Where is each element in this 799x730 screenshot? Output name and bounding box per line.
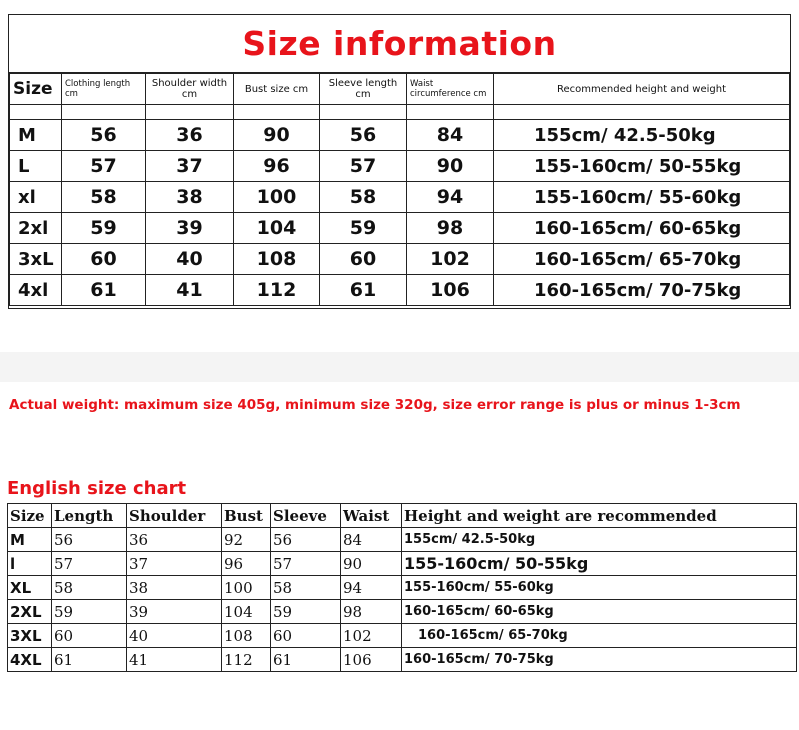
sleeve-cell: 57 [320, 151, 407, 182]
header-bust: Bust [222, 504, 271, 528]
shoulder-cell: 40 [146, 244, 234, 275]
recommended-cell: 155cm/ 42.5-50kg [402, 528, 797, 552]
recommended-cell: 160-165cm/ 65-70kg [402, 624, 797, 648]
length-cell: 57 [52, 552, 127, 576]
spacer-row [10, 105, 790, 120]
shoulder-cell: 37 [146, 151, 234, 182]
length-cell: 58 [52, 576, 127, 600]
header-shoulder: Shoulder [127, 504, 222, 528]
shoulder-cell: 36 [146, 120, 234, 151]
sleeve-cell: 59 [320, 213, 407, 244]
divider-band [0, 352, 799, 382]
sleeve-cell: 61 [271, 648, 341, 672]
recommended-cell: 160-165cm/ 65-70kg [494, 244, 790, 275]
length-cell: 60 [52, 624, 127, 648]
header-shoulder: Shoulder width cm [146, 74, 234, 105]
header-sleeve: Sleeve [271, 504, 341, 528]
waist-cell: 84 [407, 120, 494, 151]
bust-cell: 96 [222, 552, 271, 576]
bust-cell: 104 [234, 213, 320, 244]
table-row [10, 182, 790, 213]
sleeve-cell: 58 [320, 182, 407, 213]
table-row [10, 244, 790, 275]
waist-cell: 94 [407, 182, 494, 213]
sleeve-cell: 56 [320, 120, 407, 151]
size-cell: XL [8, 576, 52, 600]
length-cell: 60 [62, 244, 146, 275]
header-waist: Waist [341, 504, 402, 528]
size-cell: xl [10, 182, 62, 213]
recommended-cell: 155-160cm/ 50-55kg [494, 151, 790, 182]
sleeve-cell: 58 [271, 576, 341, 600]
waist-cell: 98 [407, 213, 494, 244]
length-cell: 56 [62, 120, 146, 151]
table-row [8, 576, 797, 600]
recommended-cell: 160-165cm/ 60-65kg [402, 600, 797, 624]
bust-cell: 108 [234, 244, 320, 275]
english-chart-title: English size chart [7, 478, 187, 499]
bust-cell: 96 [234, 151, 320, 182]
shoulder-cell: 39 [127, 600, 222, 624]
bust-cell: 112 [234, 275, 320, 306]
english-size-table [7, 503, 797, 672]
size-information-chart [8, 14, 791, 309]
table-row [10, 120, 790, 151]
shoulder-cell: 39 [146, 213, 234, 244]
size-cell: 3XL [8, 624, 52, 648]
sleeve-cell: 61 [320, 275, 407, 306]
shoulder-cell: 36 [127, 528, 222, 552]
size-cell: 4XL [8, 648, 52, 672]
recommended-cell: 155-160cm/ 50-55kg [402, 552, 797, 576]
length-cell: 58 [62, 182, 146, 213]
sleeve-cell: 57 [271, 552, 341, 576]
length-cell: 61 [52, 648, 127, 672]
length-cell: 61 [62, 275, 146, 306]
header-length: Length [52, 504, 127, 528]
shoulder-cell: 37 [127, 552, 222, 576]
bust-cell: 100 [222, 576, 271, 600]
waist-cell: 102 [407, 244, 494, 275]
shoulder-cell: 41 [146, 275, 234, 306]
table-row [8, 600, 797, 624]
header-waist: Waist circumference cm [407, 74, 494, 105]
recommended-cell: 160-165cm/ 60-65kg [494, 213, 790, 244]
shoulder-cell: 41 [127, 648, 222, 672]
waist-cell: 84 [341, 528, 402, 552]
length-cell: 59 [52, 600, 127, 624]
length-cell: 59 [62, 213, 146, 244]
header-recommended: Recommended height and weight [494, 74, 790, 105]
table-row [8, 648, 797, 672]
table-row [10, 275, 790, 306]
sleeve-cell: 60 [320, 244, 407, 275]
sleeve-cell: 60 [271, 624, 341, 648]
waist-cell: 106 [341, 648, 402, 672]
shoulder-cell: 38 [146, 182, 234, 213]
length-cell: 56 [52, 528, 127, 552]
waist-cell: 106 [407, 275, 494, 306]
size-cell: l [8, 552, 52, 576]
shoulder-cell: 40 [127, 624, 222, 648]
bust-cell: 112 [222, 648, 271, 672]
chart-title: Size information [9, 15, 790, 73]
header-length: Clothing length cm [62, 74, 146, 105]
waist-cell: 94 [341, 576, 402, 600]
size-cell: 4xl [10, 275, 62, 306]
bust-cell: 104 [222, 600, 271, 624]
size-cell: 2xl [10, 213, 62, 244]
header-size: Size [8, 504, 52, 528]
size-cell: 2XL [8, 600, 52, 624]
bust-cell: 92 [222, 528, 271, 552]
weight-note: Actual weight: maximum size 405g, minimum size 320g, size error range is plus or minus 1-3cm [9, 397, 741, 413]
waist-cell: 90 [341, 552, 402, 576]
table-row [10, 151, 790, 182]
waist-cell: 90 [407, 151, 494, 182]
size-cell: M [8, 528, 52, 552]
sleeve-cell: 56 [271, 528, 341, 552]
recommended-cell: 155cm/ 42.5-50kg [494, 120, 790, 151]
size-table [9, 73, 790, 306]
header-recommended: Height and weight are recommended [402, 504, 797, 528]
waist-cell: 102 [341, 624, 402, 648]
bust-cell: 108 [222, 624, 271, 648]
table-row [8, 552, 797, 576]
table-row [8, 624, 797, 648]
waist-cell: 98 [341, 600, 402, 624]
length-cell: 57 [62, 151, 146, 182]
recommended-cell: 160-165cm/ 70-75kg [494, 275, 790, 306]
bust-cell: 100 [234, 182, 320, 213]
bust-cell: 90 [234, 120, 320, 151]
header-sleeve: Sleeve length cm [320, 74, 407, 105]
header-size: Size [10, 74, 62, 105]
recommended-cell: 160-165cm/ 70-75kg [402, 648, 797, 672]
recommended-cell: 155-160cm/ 55-60kg [494, 182, 790, 213]
table-header-row [10, 74, 790, 105]
size-cell: 3xL [10, 244, 62, 275]
table-row [10, 213, 790, 244]
table-row [8, 528, 797, 552]
header-bust: Bust size cm [234, 74, 320, 105]
recommended-cell: 155-160cm/ 55-60kg [402, 576, 797, 600]
shoulder-cell: 38 [127, 576, 222, 600]
table-header-row [8, 504, 797, 528]
sleeve-cell: 59 [271, 600, 341, 624]
size-cell: L [10, 151, 62, 182]
size-cell: M [10, 120, 62, 151]
